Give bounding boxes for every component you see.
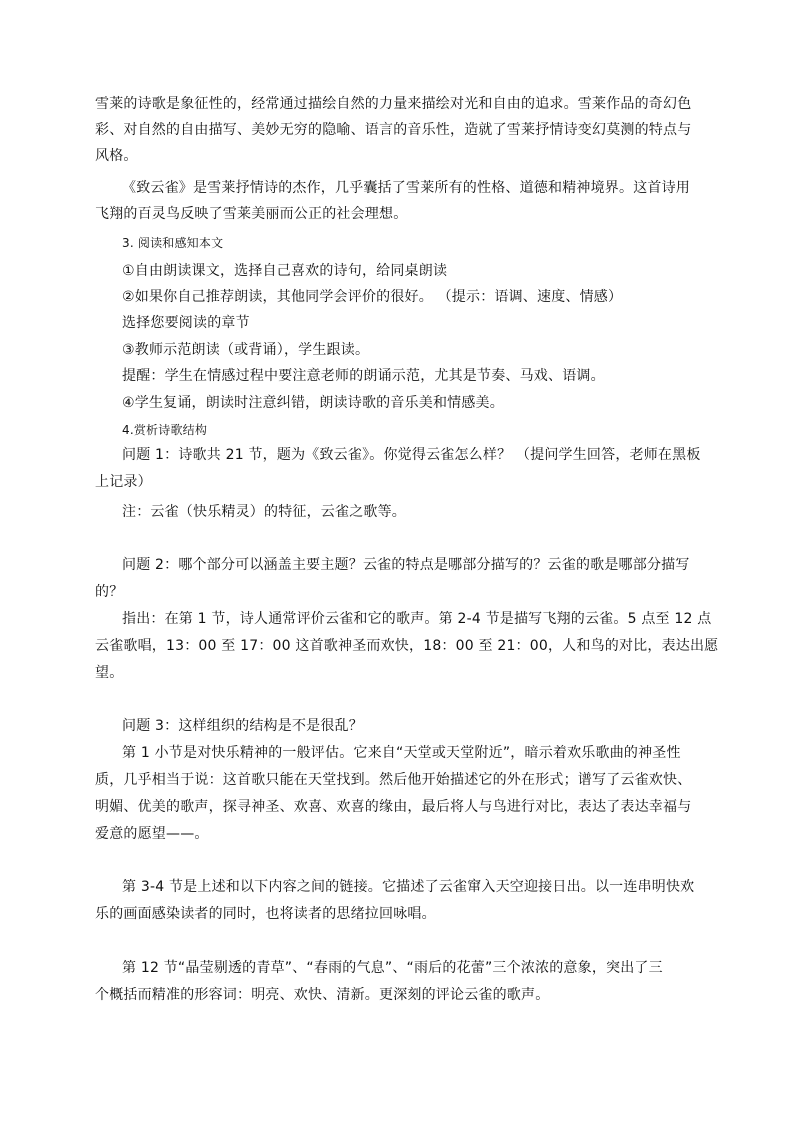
text-line: 问题 1：诗歌共 21 节，题为《致云雀》。你觉得云雀怎么样？ （提问学生回答，老师在黑板	[122, 447, 701, 463]
section-heading: 4.赏析诗歌结构	[122, 423, 208, 437]
text-line: 第 1 小节是对快乐精神的一般评估。它来自“天堂或天堂附近”，暗示着欢乐歌曲的神圣性	[122, 745, 681, 761]
text-line: 明媚、优美的歌声，探寻神圣、欢喜、欢喜的缘由，最后将人与鸟进行对比，表达了表达幸福与	[95, 799, 692, 815]
text-line: ①自由朗读课文，选择自己喜欢的诗句，给同桌朗读	[122, 263, 448, 279]
text-line: 雪莱的诗歌是象征性的，经常通过描绘自然的力量来描绘对光和自由的追求。雪莱作品的奇幻色	[95, 96, 692, 112]
text-line: 的？	[95, 584, 124, 600]
text-line: 提醒：学生在情感过程中要注意老师的朗诵示范，尤其是节奏、马戏、语调。	[122, 368, 605, 384]
text-line: 《致云雀》是雪莱抒情诗的杰作，几乎囊括了雪莱所有的性格、道德和精神境界。这首诗用	[122, 180, 690, 196]
text-line: 个概括而精准的形容词：明亮、欢快、清新。更深刻的评论云雀的歌声。	[95, 987, 550, 1003]
text-line: ②如果你自己推荐朗读，其他同学会评价的很好。 （提示：语调、速度、情感）	[122, 289, 623, 305]
text-line: 质，几乎相当于说：这首歌只能在天堂找到。然后他开始描述它的外在形式；谱写了云雀欢快、	[95, 772, 692, 788]
section-heading: 3. 阅读和感知本文	[122, 236, 224, 250]
text-line: 问题 3：这样组织的结构是不是很乱？	[122, 718, 363, 734]
text-line: ④学生复诵，朗读时注意纠错，朗读诗歌的音乐美和情感美。	[122, 395, 504, 411]
text-line: 飞翔的百灵鸟反映了雪莱美丽而公正的社会理想。	[95, 206, 408, 222]
text-line: 乐的画面感染读者的同时，也将读者的思绪拉回咏唱。	[95, 906, 436, 922]
text-line: 第 12 节“晶莹剔透的青草”、“春雨的气息”、“雨后的花蕾”三个浓浓的意象，突出了三	[122, 960, 663, 976]
text-line: 问题 2：哪个部分可以涵盖主要主题？云雀的特点是哪部分描写的？云雀的歌是哪部分描写	[122, 557, 690, 573]
text-line: 注：云雀（快乐精灵）的特征，云雀之歌等。	[122, 504, 406, 520]
text-line: 选择您要阅读的章节	[122, 315, 250, 331]
text-line: ③教师示范朗读（或背诵），学生跟读。	[122, 342, 370, 358]
text-line: 指出：在第 1 节，诗人通常评价云雀和它的歌声。第 2-4 节是描写飞翔的云雀。5 点至 12 点	[122, 611, 712, 627]
text-line: 第 3-4 节是上述和以下内容之间的链接。它描述了云雀窜入天空迎接日出。以一连串明快欢	[122, 879, 695, 895]
text-line: 望。	[95, 665, 124, 681]
text-line: 风格。	[95, 148, 138, 164]
text-line: 爱意的愿望——。	[95, 826, 209, 842]
text-line: 上记录）	[95, 474, 152, 490]
text-line: 云雀歌唱，13：00 至 17：00 这首歌神圣而欢快，18：00 至 21：00，人和鸟的对比，表达出愿	[95, 638, 719, 654]
text-line: 彩、对自然的自由描写、美妙无穷的隐喻、语言的音乐性，造就了雪莱抒情诗变幻莫测的特点与	[95, 122, 692, 138]
